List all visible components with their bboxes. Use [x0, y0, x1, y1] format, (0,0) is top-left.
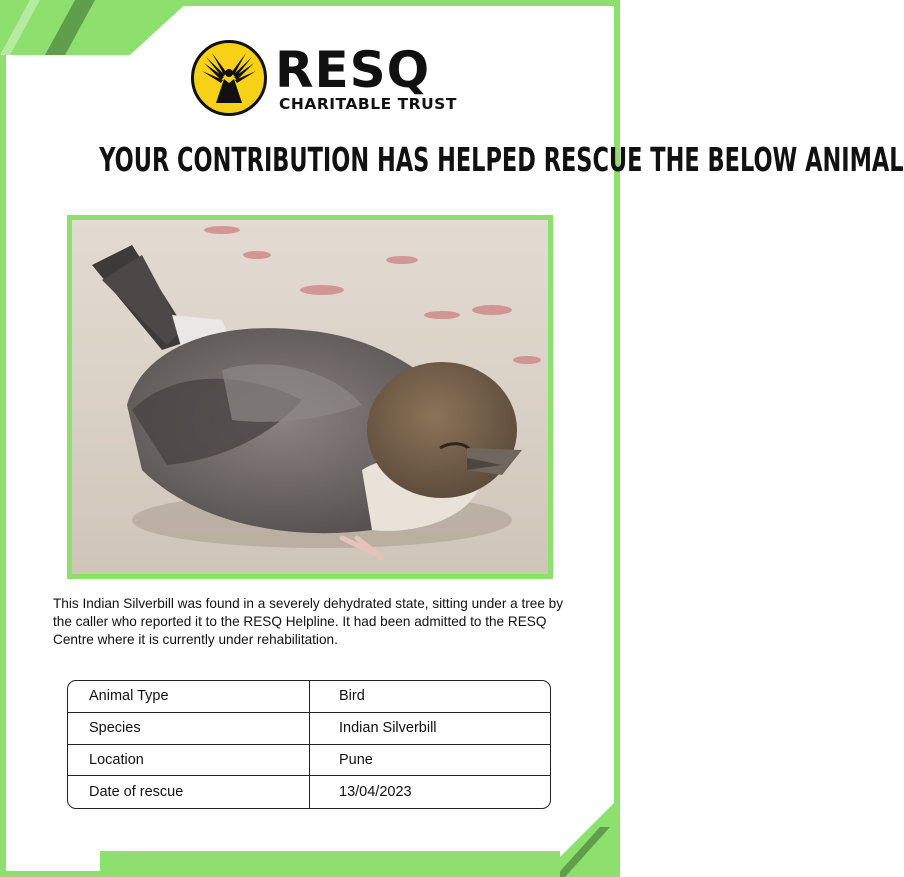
- date-of-rescue-label: Date of rescue: [68, 776, 310, 808]
- top-left-corner-decoration: [0, 0, 190, 60]
- location-value: Pune: [339, 751, 373, 768]
- page-title: YOUR CONTRIBUTION HAS HELPED RESCUE THE BELOW ANIMAL: [99, 140, 904, 179]
- species-label: Species: [68, 713, 310, 744]
- rescue-description: This Indian Silverbill was found in a severely dehydrated state, sitting under a tree by the caller who reported it to the RESQ Helpline. It had been admitted to the RESQ Centre where it is currently under rehabilitation.: [53, 596, 564, 647]
- brand-name: RESQ: [275, 41, 431, 99]
- table-row: [68, 713, 550, 745]
- bird-photo: [67, 215, 553, 579]
- species-value: Indian Silverbill: [339, 720, 437, 737]
- page-border-left: [0, 0, 6, 877]
- hands-bird-icon: [191, 40, 267, 116]
- table-row: [68, 745, 550, 777]
- date-of-rescue-value: 13/04/2023: [339, 784, 412, 801]
- rescue-details-table: [67, 680, 551, 809]
- location-label: Location: [68, 745, 310, 776]
- animal-type-label: Animal Type: [68, 681, 310, 712]
- table-row: [68, 776, 550, 808]
- brand-logo: [191, 40, 457, 120]
- brand-subtitle: CHARITABLE TRUST: [279, 95, 457, 113]
- table-row: [68, 681, 550, 713]
- animal-type-value: Bird: [339, 688, 365, 705]
- bottom-left-accent: [100, 851, 560, 877]
